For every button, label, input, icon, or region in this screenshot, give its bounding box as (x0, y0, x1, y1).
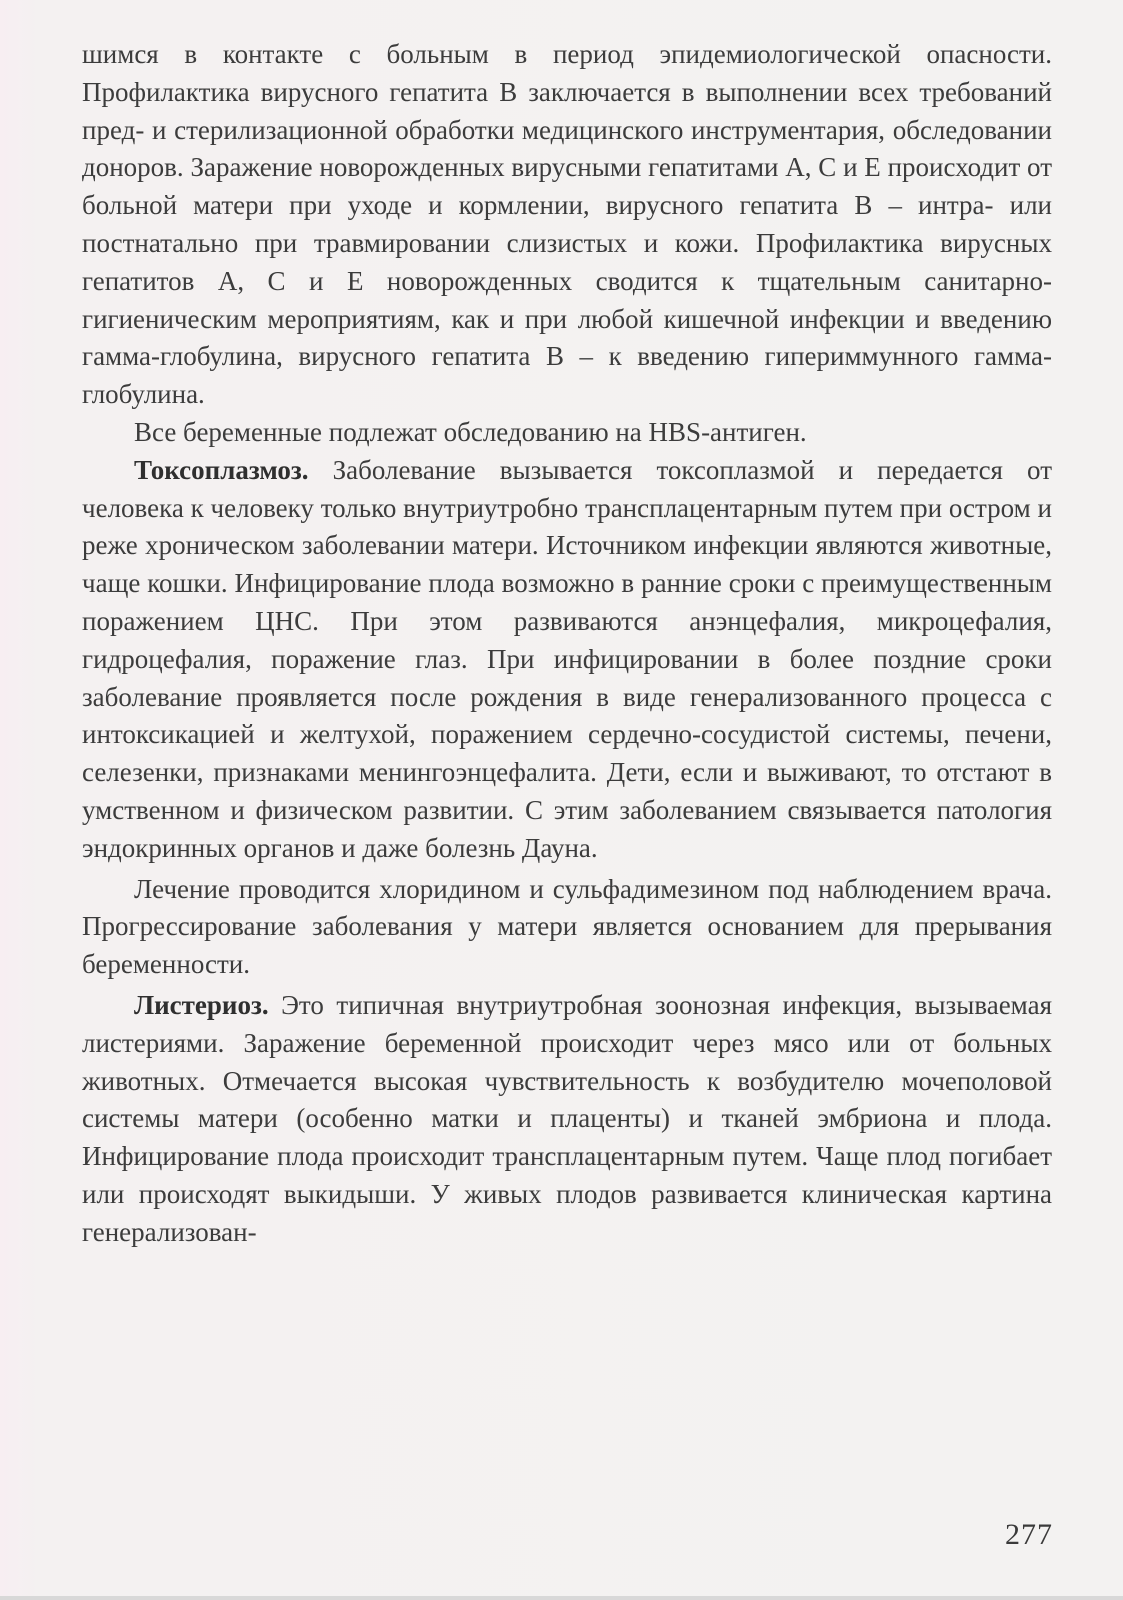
paragraph-hepatitis-continuation (82, 36, 1052, 414)
paragraph-toxoplasmosis-treatment (82, 871, 1052, 984)
page-bottom-edge (0, 1596, 1123, 1600)
paragraph-toxoplasmosis (82, 452, 1052, 868)
paragraph-text: шимся в контакте с больным в период эпидемиологической опасности. Профилактика вирусного гепатита В заключается в выполнении всех требований пред- и стерилизационной обработки медицинского инструментария, обследовании доноров. Заражение новорожденных вирусными гепатитами А, С и Е происходит от больной матери при уходе и кормлении, вирусного гепатита В – интра- или постнатально при травмировании слизистых и кожи. Профилактика вирусных гепатитов А, С и Е новорожденных сводится к тщательным санитарно-гигиеническим мероприятиям, как и при любой кишечной инфекции и введению гамма-глобулина, вирусного гепатита В – к введению гипериммунного гамма-глобулина. (82, 39, 1052, 410)
paragraph-text: Заболевание вызывается токсоплазмой и передается от человека к человеку только внутриутробно трансплацентарным путем при остром и реже хроническом заболевании матери. Источником инфекции являются животные, чаще кошки. Инфицирование плода возможно в ранние сроки с преимущественным поражением ЦНС. При этом развиваются анэнцефалия, микроцефалия, гидроцефалия, поражение глаз. При инфицировании в более поздние сроки заболевание проявляется после рождения в виде генерализованного процесса с интоксикацией и желтухой, поражением сердечно-сосудистой системы, печени, селезенки, признаками менингоэнцефалита. Дети, если и выживают, то отстают в умственном и физическом развитии. С этим заболеванием связывается патология эндокринных органов и даже болезнь Дауна. (82, 454, 1052, 863)
paragraph-text: Это типичная внутриутробная зоонозная инфекция, вызываемая листериями. Заражение беременной происходит через мясо или от больных животных. Отмечается высокая чувствительность к возбудителю мочеполовой системы матери (особенно матки и плаценты) и тканей эмбриона и плода. Инфицирование плода происходит трансплацентарным путем. Чаще плод погибает или происходят выкидыши. У живых плодов развивается клиническая картина генерализован- (82, 989, 1052, 1247)
paragraph-text: Лечение проводится хлоридином и сульфадимезином под наблюдением врача. Прогрессирование заболевания у матери является основанием для прерывания беременности. (82, 873, 1052, 980)
paragraph-hbs-screening (82, 414, 1052, 452)
body-text (82, 36, 1052, 1252)
section-heading-toxoplasmosis: Токсоплазмоз. (134, 454, 309, 485)
paragraph-text: Все беременные подлежат обследованию на HBS-антиген. (134, 416, 807, 447)
page-number: 277 (1005, 1518, 1053, 1551)
paragraph-listeriosis (82, 987, 1052, 1252)
section-heading-listeriosis: Листериоз. (134, 989, 269, 1020)
